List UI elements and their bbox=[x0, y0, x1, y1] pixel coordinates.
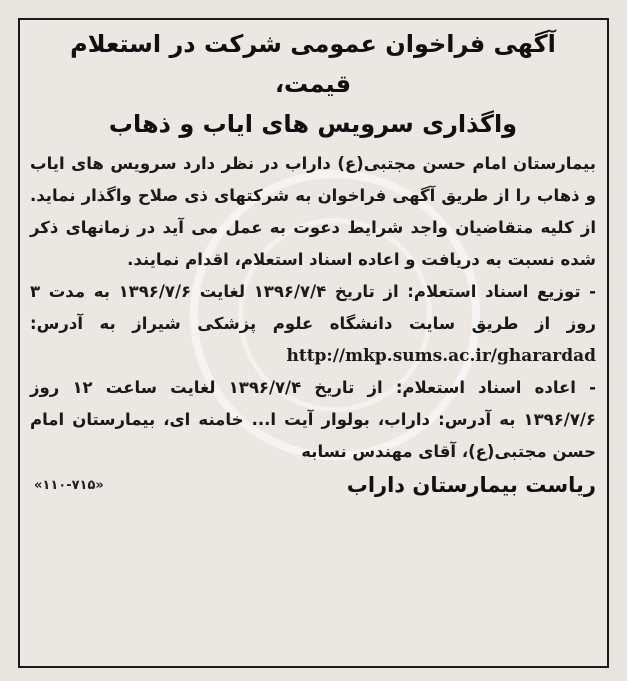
return-documents-paragraph: - اعاده اسناد استعلام: از تاریخ ۱۳۹۶/۷/۴ لغایت ساعت ۱۲ روز ۱۳۹۶/۷/۶ به آدرس: داراب، بولوار آیت ا... خامنه ای، بیمارستان امام حسن مجتبی(ع)، آقای مهندس نسابه bbox=[30, 378, 596, 461]
notice-headline bbox=[30, 24, 596, 144]
notice-content bbox=[30, 24, 596, 504]
ad-code: «۱۱۰-۷۱۵» bbox=[34, 478, 104, 493]
signature-line: ریاست بیمارستان داراب bbox=[346, 473, 596, 497]
distribution-text: - توزیع اسناد استعلام: از تاریخ ۱۳۹۶/۷/۴ لغایت ۱۳۹۶/۷/۶ به مدت ۳ روز از طریق سایت دانشگاه علوم پزشکی شیراز به آدرس: bbox=[30, 282, 597, 333]
headline-line-2: واگذاری سرویس های ایاب و ذهاب bbox=[108, 110, 518, 138]
tender-url-link[interactable]: http://mkp.sums.ac.ir/gharardad bbox=[286, 346, 596, 366]
distribution-paragraph bbox=[30, 276, 596, 372]
notice-footer bbox=[30, 468, 596, 504]
intro-paragraph: بیمارستان امام حسن مجتبی(ع) داراب در نظر دارد سرویس های ایاب و ذهاب را از طریق آگهی فراخوان به شرکتهای ذی صلاح واگذار نماید. از کلیه متقاضیان واجد شرایط دعوت به عمل می آید در زمانهای ذکر شده نسبت به دریافت و اعاده اسناد استعلام، اقدام نمایند. bbox=[30, 154, 596, 269]
headline-line-1: آگهی فراخوان عمومی شرکت در استعلام قیمت، bbox=[70, 30, 556, 98]
